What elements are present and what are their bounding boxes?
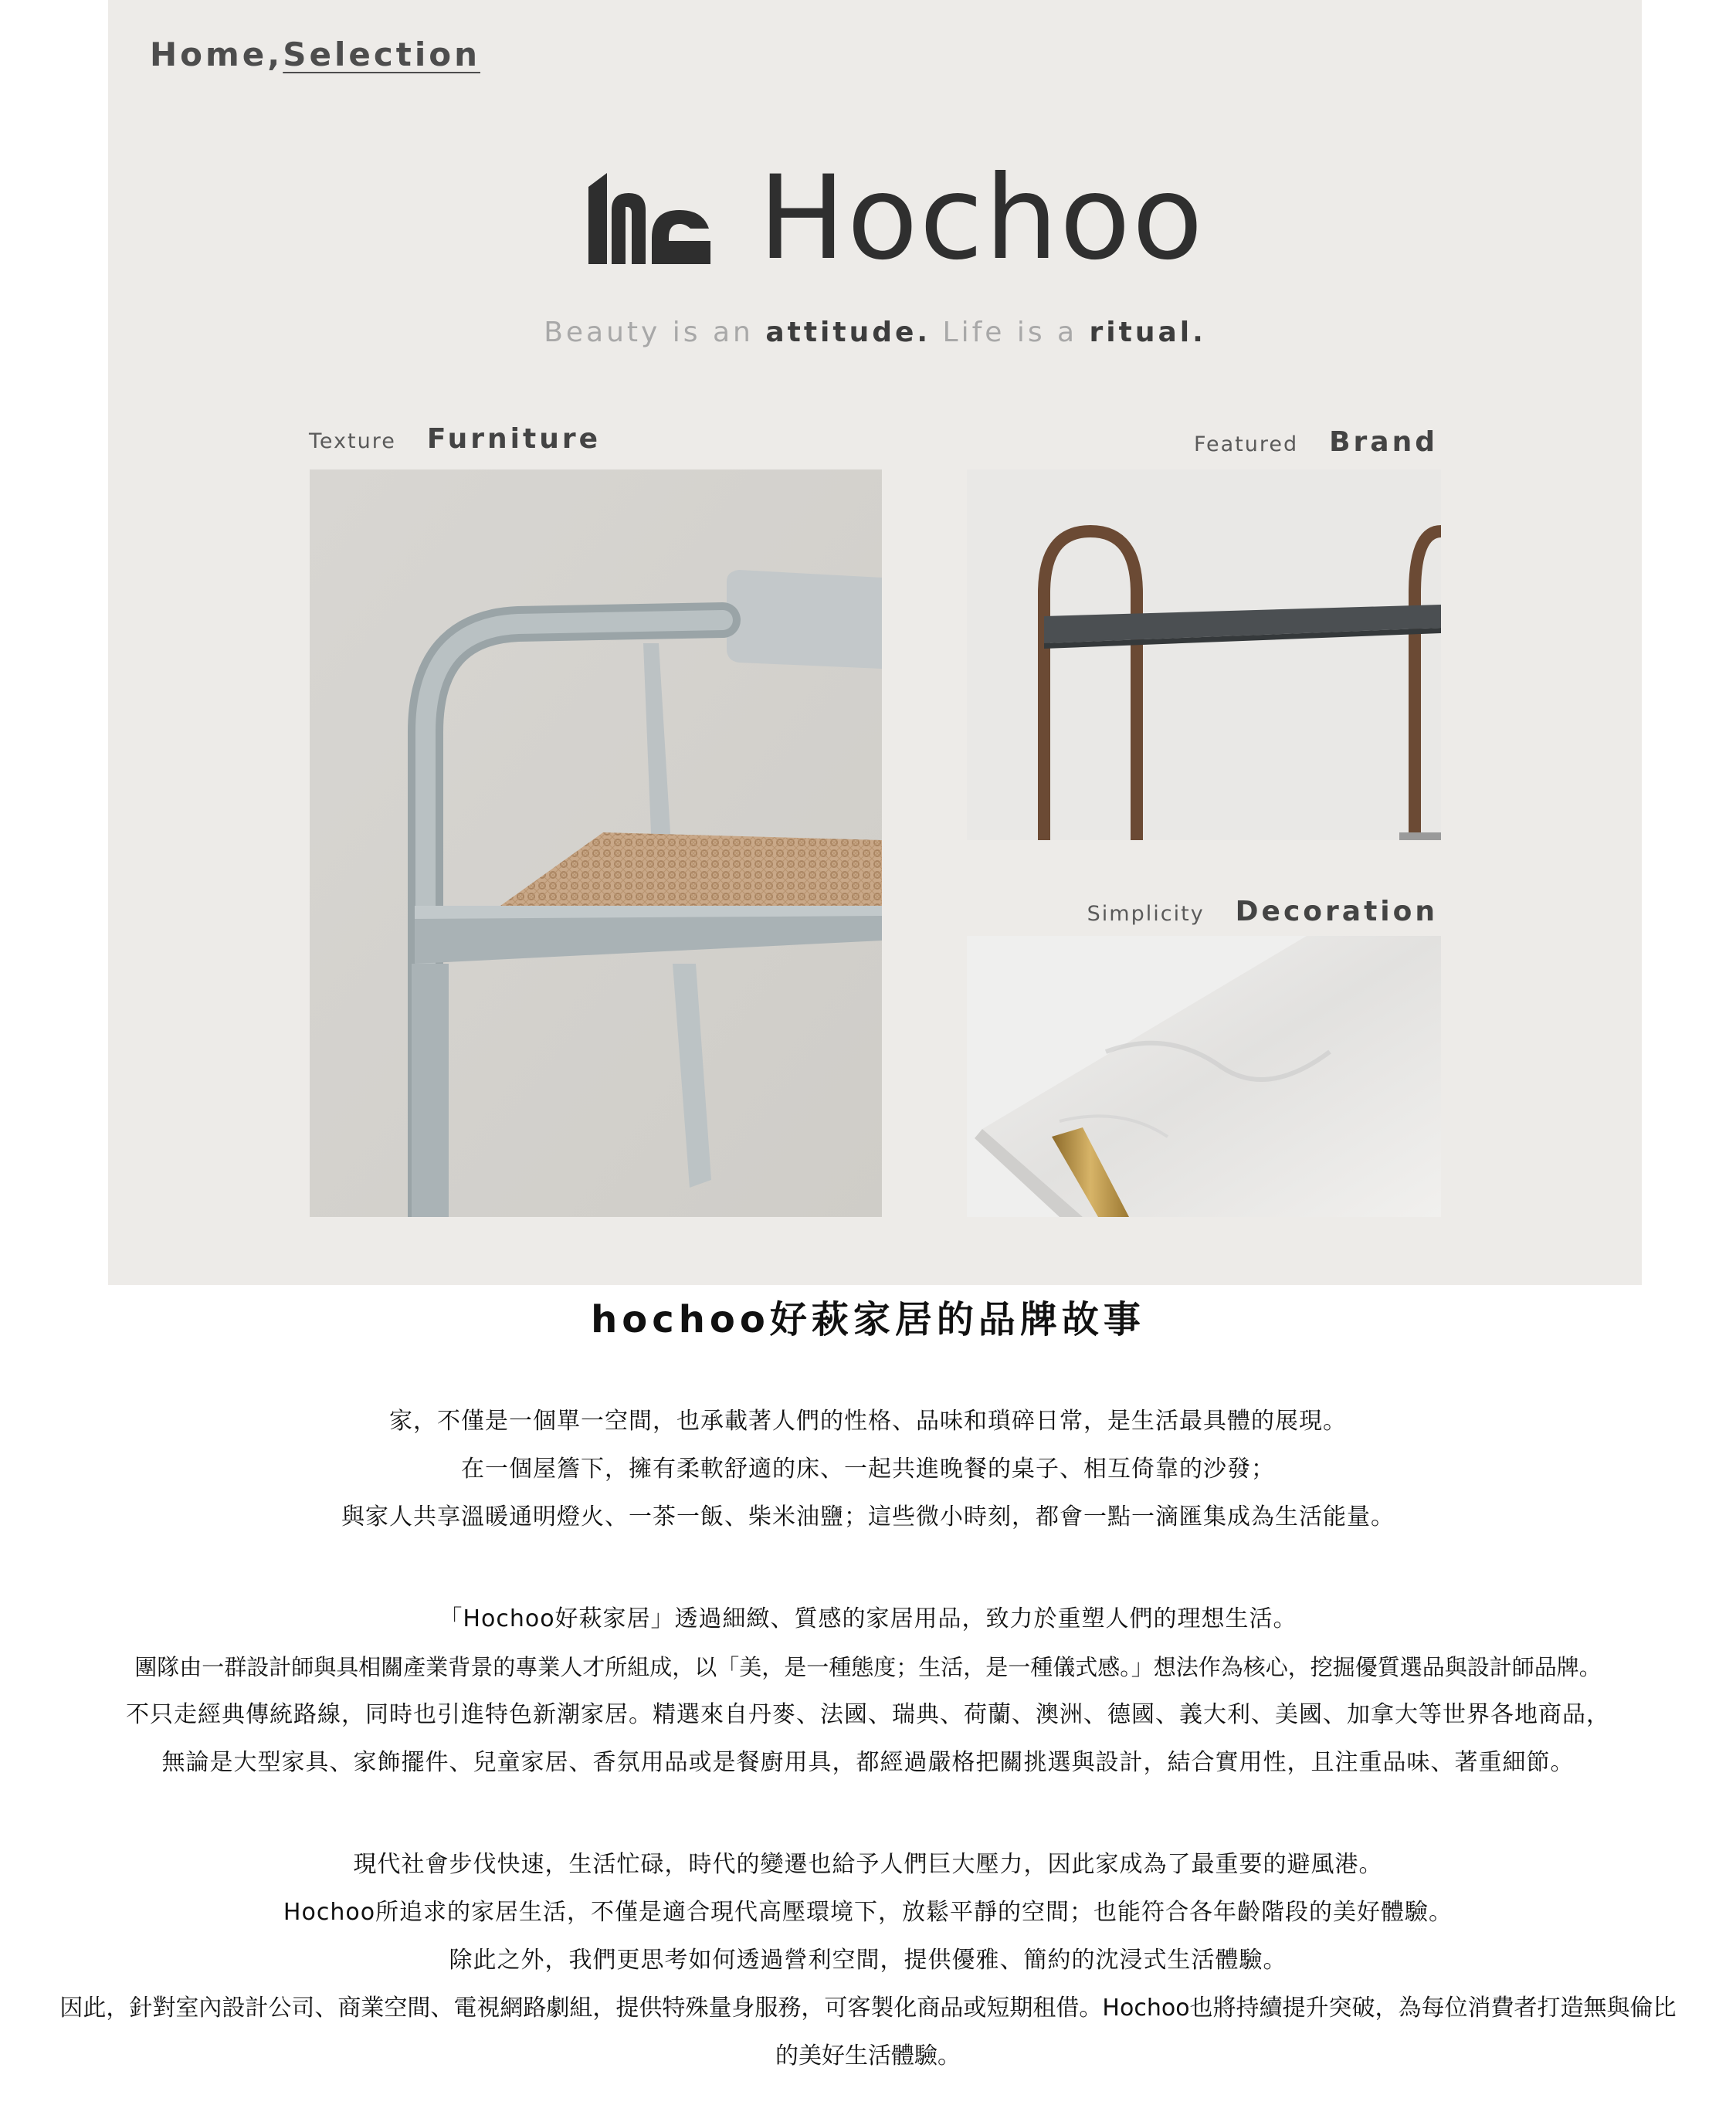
brand-logo[interactable] <box>588 151 1205 286</box>
breadcrumb-separator: , <box>267 36 283 73</box>
caption-brand-big: Brand <box>1329 426 1438 458</box>
caption-furniture-small: Texture <box>309 429 396 453</box>
story-paragraph-1 <box>0 1398 1736 1541</box>
tagline-part-3: Life is a <box>931 317 1090 348</box>
story-p1-line: 在一個屋簷下，擁有柔軟舒適的床、一起共進晚餐的桌子、相互倚靠的沙發； <box>461 1456 1275 1483</box>
breadcrumb-selection-link[interactable]: Selection <box>283 36 480 73</box>
story-p1-line: 與家人共享溫暖通明燈火、一茶一飯、柴米油鹽；這些微小時刻，都會一點一滴匯集成為生活能量。 <box>341 1503 1395 1530</box>
story-p3-line: 現代社會步伐快速，生活忙碌，時代的變遷也給予人們巨大壓力，因此家成為了最重要的避風港。 <box>353 1851 1383 1878</box>
furniture-image[interactable] <box>310 469 882 1217</box>
story-title: hochoo好萩家居的品牌故事 <box>591 1298 1145 1341</box>
caption-brand <box>1194 426 1438 458</box>
story-p2-line: 「Hochoo好萩家居」透過細緻、質感的家居用品，致力於重塑人們的理想生活。 <box>439 1605 1297 1632</box>
caption-decoration-big: Decoration <box>1235 896 1438 927</box>
story-paragraph-2 <box>0 1595 1736 1787</box>
caption-decoration <box>1087 896 1438 927</box>
chair-illustration <box>310 469 882 1217</box>
caption-decoration-small: Simplicity <box>1087 902 1205 926</box>
breadcrumb-home-link[interactable]: Home <box>150 36 268 73</box>
hero-banner <box>108 0 1642 1285</box>
story-p2-line: 不只走經典傳統路線，同時也引進特色新潮家居。精選來自丹麥、法國、瑞典、荷蘭、澳洲、德國、義大利、美國、加拿大等世界各地商品， <box>126 1701 1610 1728</box>
caption-furniture <box>309 423 601 455</box>
story-p3-line: 因此，針對室內設計公司、商業空間、電視網路劇組，提供特殊量身服務，可客製化商品或短期租借。Hochoo也將持續提升突破，為每位消費者打造無與倫比的美好生活體驗。 <box>59 1995 1677 2069</box>
marble-tray-illustration <box>967 936 1441 1217</box>
story-paragraph-3 <box>0 1841 1736 2080</box>
brand-wordmark: Hochoo <box>758 151 1205 286</box>
caption-furniture-big: Furniture <box>426 423 602 455</box>
story-p3-line: 除此之外，我們更思考如何透過營利空間，提供優雅、簡約的沈浸式生活體驗。 <box>449 1947 1287 1974</box>
story-p2-line: 團隊由一群設計師與具相關產業背景的專業人才所組成，以「美，是一種態度；生活，是一種儀式感。」想法作為核心，挖掘優質選品與設計師品牌。 <box>134 1654 1602 1680</box>
story-p3-line: Hochoo所追求的家居生活，不僅是適合現代高壓環境下，放鬆平靜的空間；也能符合各年齡階段的美好體驗。 <box>283 1899 1453 1926</box>
tagline-part-2: attitude. <box>765 317 931 348</box>
story-p2-line: 無論是大型家具、家飾擺件、兒童家居、香氛用品或是餐廚用具，都經過嚴格把關挑選與設計，結合實用性，且注重品味、著重細節。 <box>161 1749 1575 1776</box>
shelf-illustration <box>967 469 1441 840</box>
caption-brand-small: Featured <box>1193 432 1299 456</box>
tagline-part-4: ritual. <box>1089 317 1206 348</box>
tagline-part-1: Beauty is an <box>544 317 766 348</box>
brand-tagline <box>108 317 1642 348</box>
brand-image[interactable] <box>967 469 1441 840</box>
breadcrumb <box>150 36 480 73</box>
decoration-image[interactable] <box>967 936 1441 1217</box>
hc-logo-icon <box>588 173 710 264</box>
story-p1-line: 家，不僅是一個單一空間，也承載著人們的性格、品味和瑣碎日常，是生活最具體的展現。 <box>389 1408 1347 1435</box>
